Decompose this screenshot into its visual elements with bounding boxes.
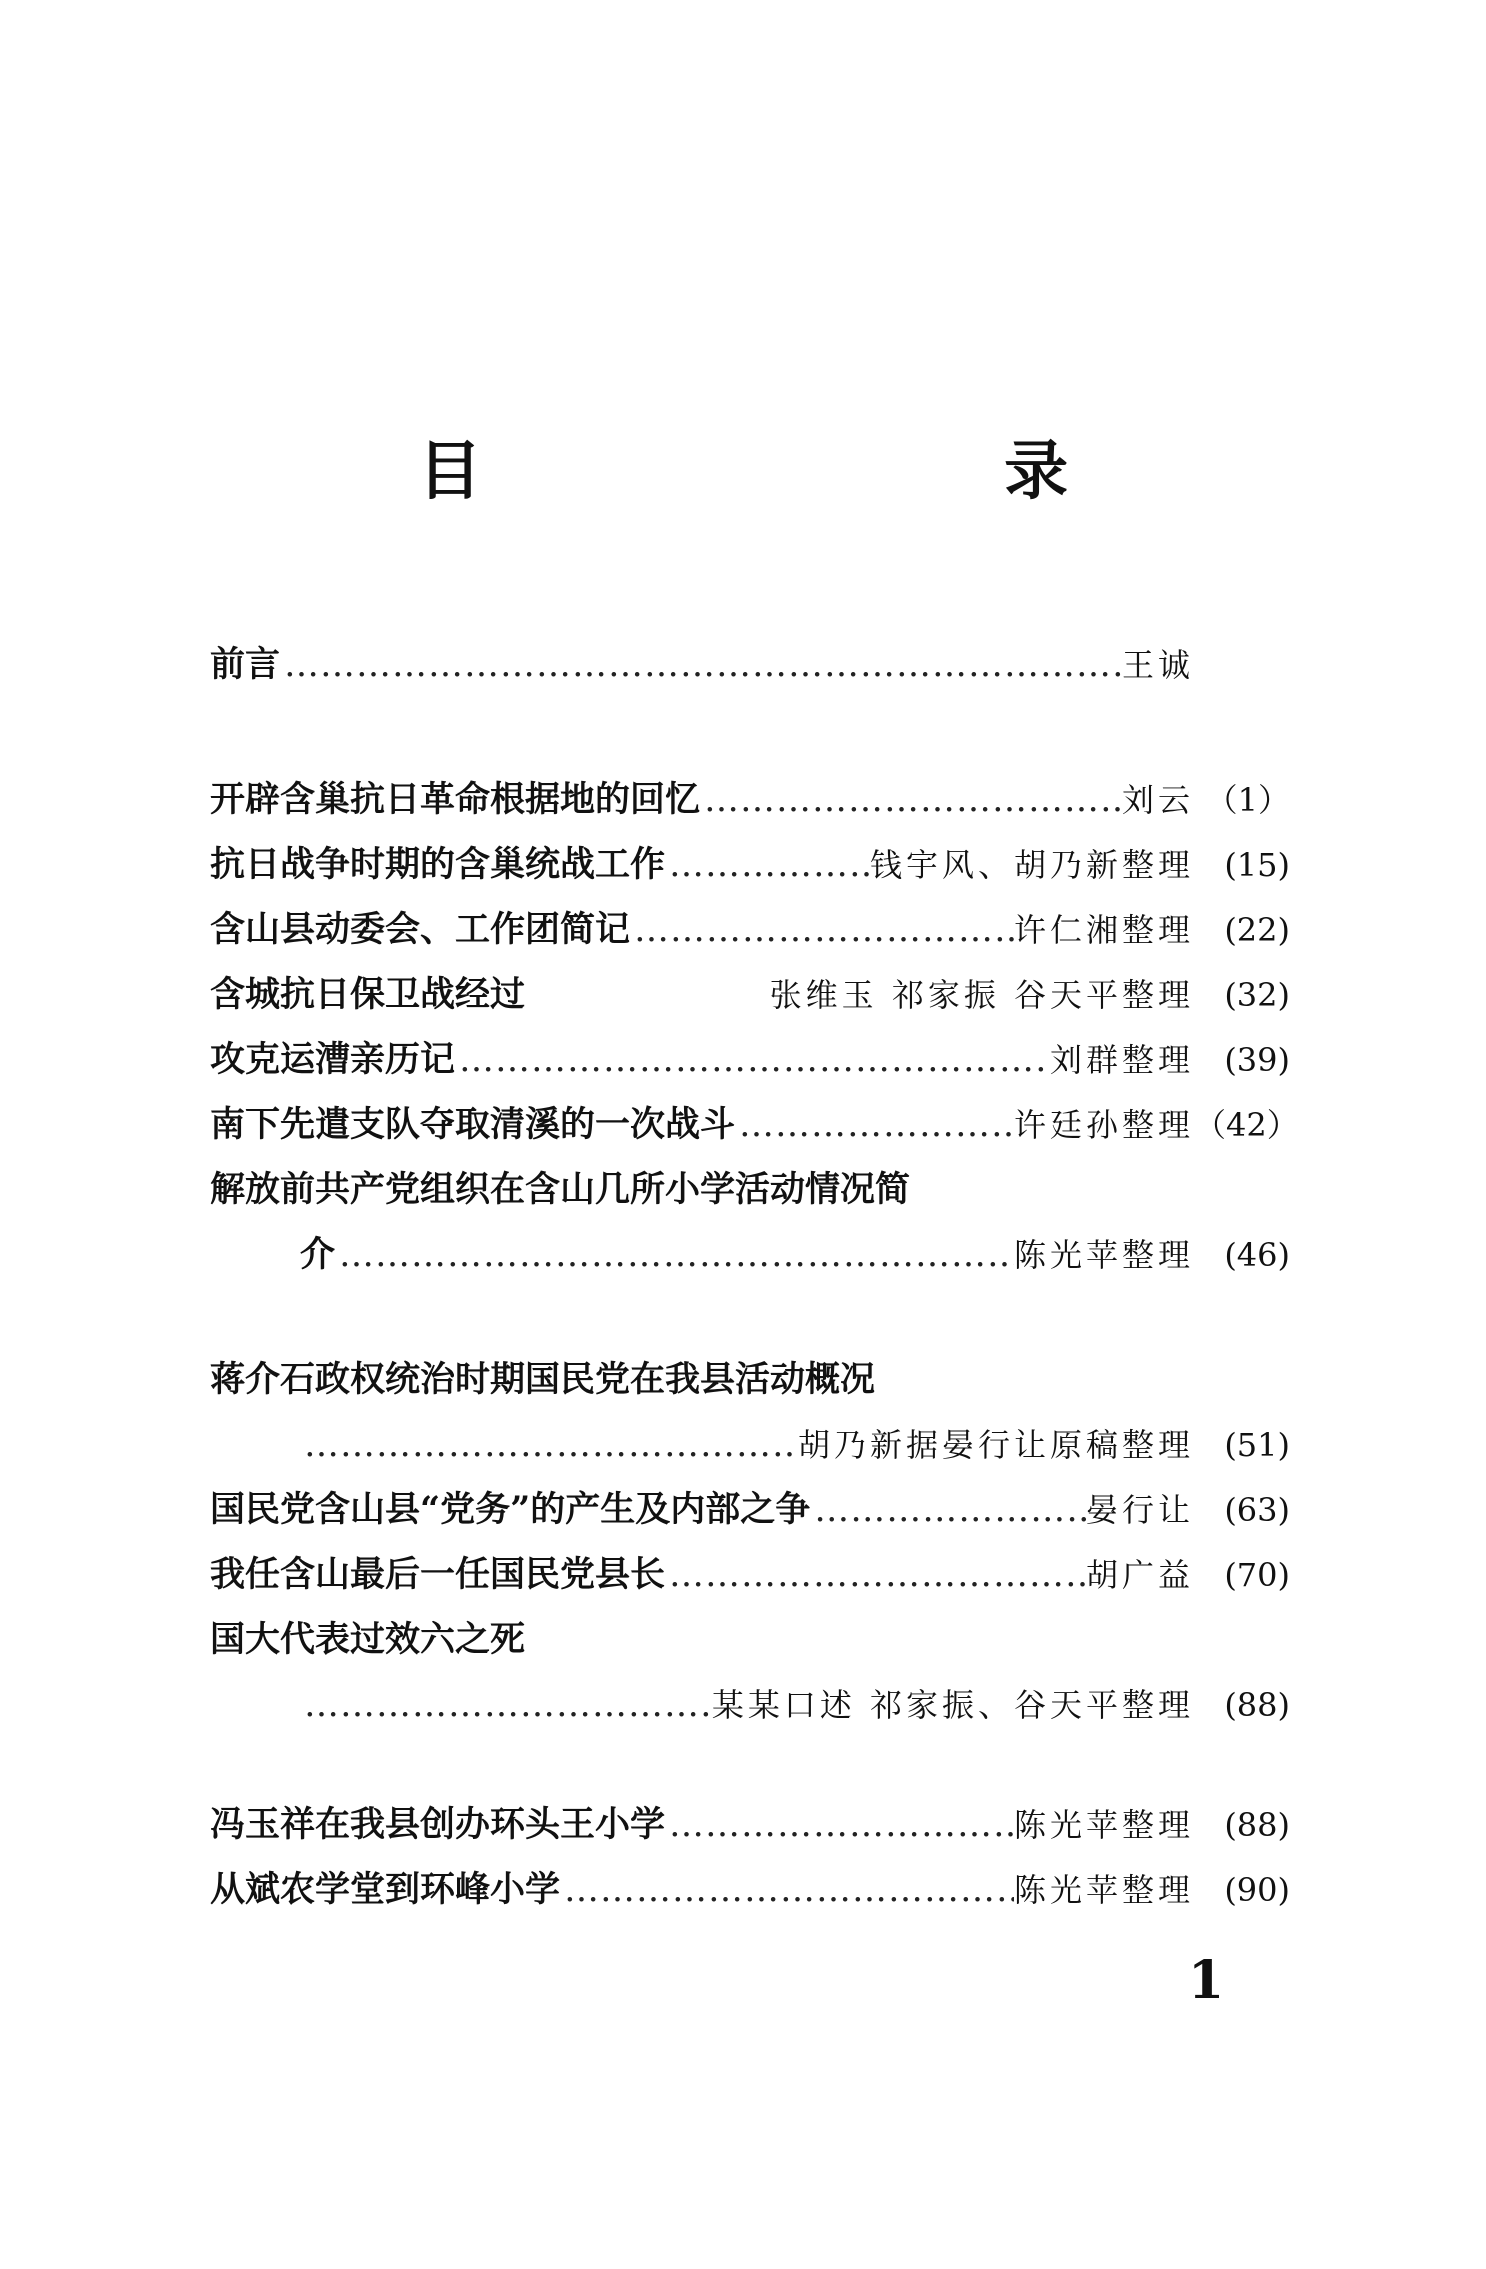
entry-author: 陈光苹整理 [1013, 1871, 1194, 1909]
entry-title: 含城抗日保卫战经过 [210, 974, 526, 1015]
entry-title: 国大代表过效六之死 [210, 1619, 526, 1660]
entry-page: （42） [1194, 1106, 1299, 1144]
entry-page: (70) [1224, 1556, 1290, 1594]
leader-dots [665, 1550, 1086, 1600]
toc-entry [210, 1035, 1290, 1085]
entry-title: 抗日战争时期的含巢统战工作 [210, 844, 666, 885]
entry-title: 冯玉祥在我县创办环头王小学 [210, 1804, 666, 1845]
leader-dots [665, 1800, 1014, 1850]
leader-dots [300, 1420, 798, 1470]
leader-dots [455, 1035, 1050, 1085]
entry-author: 钱宇风、胡乃新整理 [869, 846, 1194, 884]
entry-title: 介 [300, 1234, 336, 1275]
entry-title: 开辟含巢抗日革命根据地的回忆 [210, 779, 701, 820]
entry-title: 南下先遣支队夺取清溪的一次战斗 [210, 1104, 736, 1145]
toc-entry [210, 1100, 1299, 1150]
leader-dots [280, 640, 1122, 690]
toc-entry [210, 970, 1290, 1020]
entry-title: 前言 [210, 644, 281, 685]
entry-author: 王诚 [1121, 646, 1194, 684]
entry-page: (46) [1224, 1236, 1290, 1274]
entry-page: (88) [1224, 1686, 1290, 1724]
toc-entry [210, 1550, 1290, 1600]
leader-dots [335, 1230, 1014, 1280]
page-title: 目 录 [417, 434, 1319, 509]
entry-title: 攻克运漕亲历记 [210, 1039, 456, 1080]
entry-page: (32) [1224, 976, 1290, 1014]
leader-dots [700, 775, 1122, 825]
entry-title: 含山县动委会、工作团简记 [210, 909, 631, 950]
entry-author: 晏行让 [1085, 1491, 1194, 1529]
entry-page: (39) [1224, 1041, 1290, 1079]
page-number: 1 [1188, 1950, 1225, 2011]
entry-title: 我任含山最后一任国民党县长 [210, 1554, 666, 1595]
toc-entry [210, 1615, 1290, 1665]
toc-entry [210, 1800, 1290, 1850]
toc-entry [210, 1355, 1290, 1405]
entry-page: (90) [1224, 1871, 1290, 1909]
entry-title: 蒋介石政权统治时期国民党在我县活动概况 [210, 1359, 876, 1400]
entry-author: 许廷孙整理 [1013, 1106, 1194, 1144]
entry-author: 刘群整理 [1049, 1041, 1194, 1079]
toc-entry [210, 905, 1290, 955]
entry-page: (88) [1224, 1806, 1290, 1844]
entry-author: 张维玉 祁家振 谷天平整理 [769, 976, 1194, 1014]
entry-author: 胡乃新据晏行让原稿整理 [797, 1426, 1194, 1464]
toc-entry [210, 775, 1290, 825]
toc-entry-preface [210, 640, 1290, 690]
entry-page: (22) [1224, 911, 1290, 949]
entry-author: 某某口述 祁家振、谷天平整理 [711, 1686, 1194, 1724]
leader-dots [300, 1680, 712, 1730]
entry-author: 胡广益 [1085, 1556, 1194, 1594]
toc-entry-continuation [210, 1680, 1290, 1730]
leader-dots [735, 1100, 1014, 1150]
entry-author: 许仁湘整理 [1013, 911, 1194, 949]
toc-entry [210, 1865, 1290, 1915]
entry-author: 陈光苹整理 [1013, 1236, 1194, 1274]
entry-page: （1） [1205, 781, 1290, 819]
entry-author: 刘云 [1121, 781, 1194, 819]
leader-dots [560, 1865, 1014, 1915]
entry-page: (63) [1224, 1491, 1290, 1529]
leader-dots [665, 840, 870, 890]
entry-author: 陈光苹整理 [1013, 1806, 1194, 1844]
toc-entry [210, 1485, 1290, 1535]
entry-title: 国民党含山县“党务”的产生及内部之争 [210, 1489, 811, 1530]
toc-entry [210, 1165, 1290, 1215]
toc-entry-continuation [210, 1230, 1290, 1280]
entry-title: 从斌农学堂到环峰小学 [210, 1869, 561, 1910]
leader-dots [810, 1485, 1086, 1535]
entry-page: (15) [1224, 846, 1290, 884]
toc-entry-continuation [210, 1420, 1290, 1470]
entry-page: (51) [1224, 1426, 1290, 1464]
leader-dots [630, 905, 1014, 955]
entry-title: 解放前共产党组织在含山几所小学活动情况简 [210, 1169, 911, 1210]
toc-entry [210, 840, 1290, 890]
